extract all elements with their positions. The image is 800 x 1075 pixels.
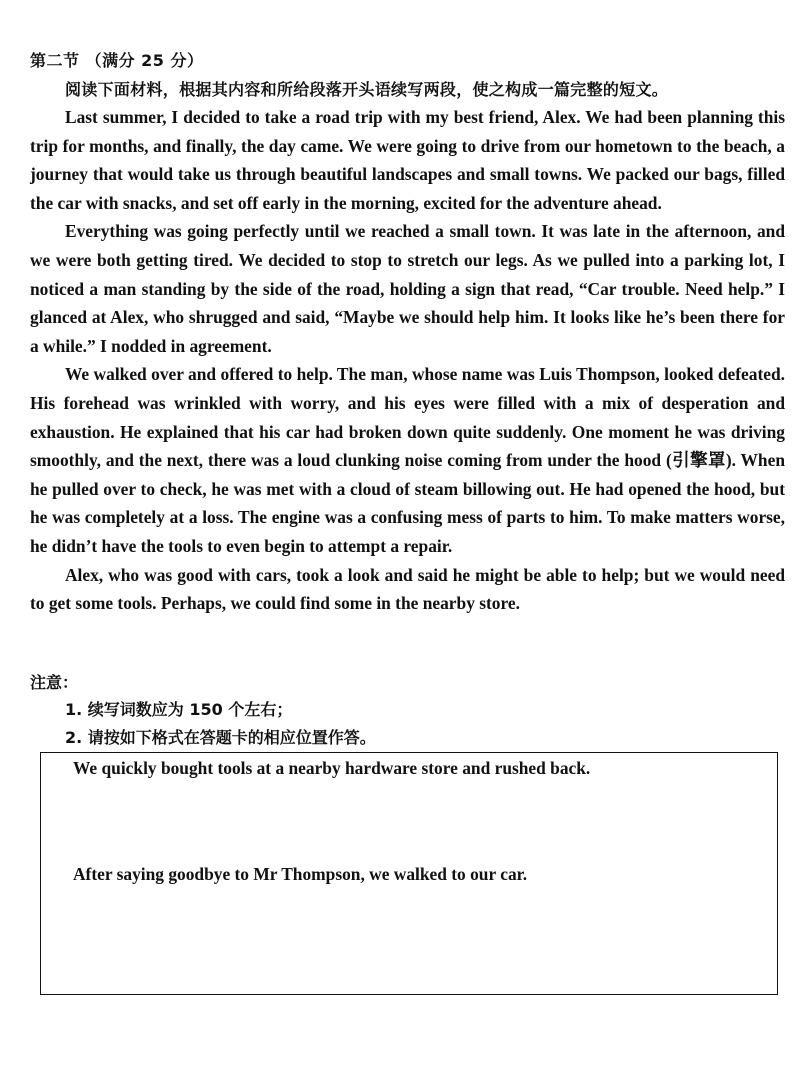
note-item-format: 2. 请按如下格式在答题卡的相应位置作答。 xyxy=(65,728,376,747)
task-instruction: 阅读下面材料，根据其内容和所给段落开头语续写两段，使之构成一篇完整的短文。 xyxy=(65,80,669,99)
note-item-word-count: 1. 续写词数应为 150 个左右； xyxy=(65,700,293,719)
reading-passage xyxy=(30,103,785,618)
passage-paragraph-2: Everything was going perfectly until we reached a small town. It was late in the afternoon, and we were both getting tired. We decided to stop to stretch our legs. As we pulled into a parking lot, I noticed a man standing by the side of the road, holding a sign that read, “Car trouble. Need help.” I glanced at Alex, who shrugged and said, “Maybe we should help him. It looks like he’s been there for a while.” I nodded in agreement. xyxy=(30,221,785,356)
paragraph-opening-2: After saying goodbye to Mr Thompson, we walked to our car. xyxy=(73,864,528,884)
passage-paragraph-3: We walked over and offered to help. The man, whose name was Luis Thompson, looked defeated. His forehead was wrinkled with worry, and his eyes were filled with a mix of desperation and exhaustion. He explained that his car had broken down quite suddenly. One moment he was driving smoothly, and the next, there was a loud clunking noise coming from under the hood (引擎罩). When he pulled over to check, he was met with a cloud of steam billowing out. He had opened the hood, but he was completely at a loss. The engine was a confusing mess of parts to him. To make matters worse, he didn’t have the tools to even begin to attempt a repair. xyxy=(30,364,785,556)
notes-heading: 注意： xyxy=(30,673,79,692)
answer-box xyxy=(40,752,778,995)
passage-paragraph-4: Alex, who was good with cars, took a look and said he might be able to help; but we would need to get some tools. Perhaps, we could find some in the nearby store. xyxy=(30,564,785,614)
passage-paragraph-1: Last summer, I decided to take a road trip with my best friend, Alex. We had been planning this trip for months, and finally, the day came. We were going to drive from our hometown to the beach, a journey that would take us through beautiful landscapes and small towns. We packed our bags, filled the car with snacks, and set off early in the morning, excited for the adventure ahead. xyxy=(30,107,785,213)
section-title: 第二节 （满分 25 分） xyxy=(30,51,204,70)
paragraph-opening-1: We quickly bought tools at a nearby hardware store and rushed back. xyxy=(73,758,591,778)
